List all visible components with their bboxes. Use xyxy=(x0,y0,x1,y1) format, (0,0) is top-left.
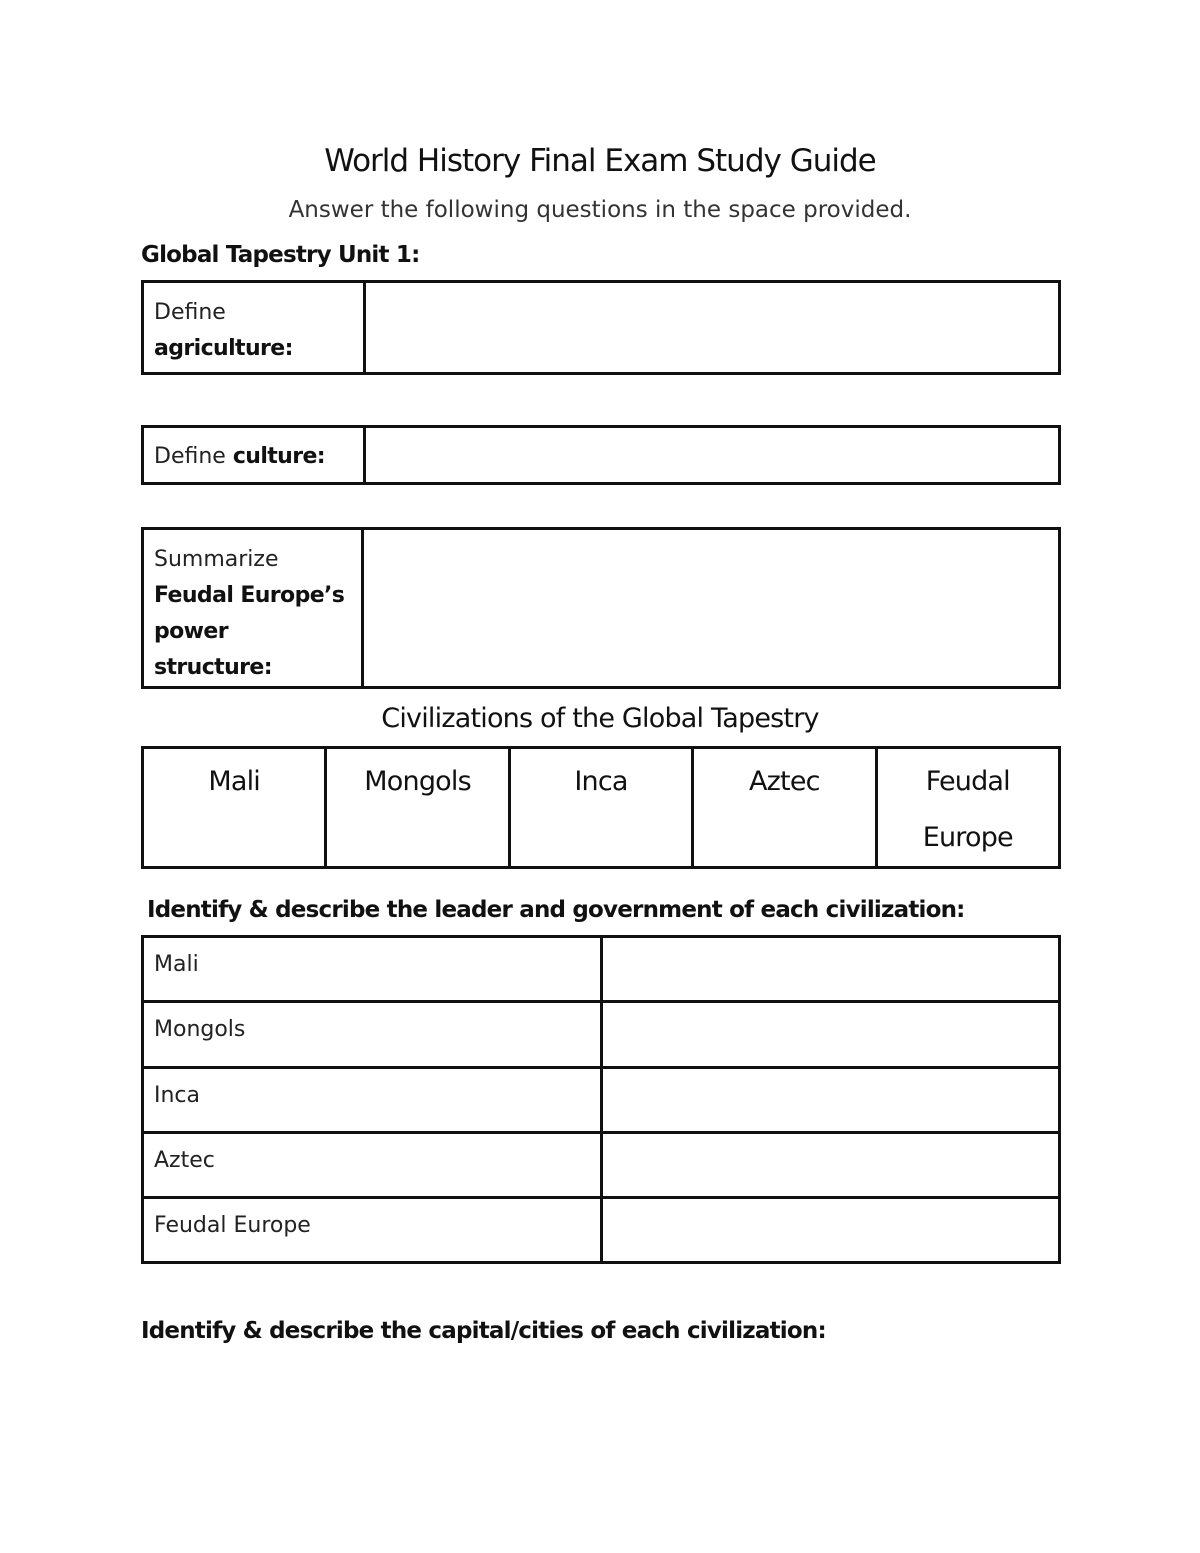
feudal-table xyxy=(141,527,1061,689)
feudal-term-line2: power structure: xyxy=(154,619,272,680)
unit1-heading: Global Tapestry Unit 1: xyxy=(141,242,420,268)
leader-row-label: Mali xyxy=(143,937,602,1002)
civilizations-heading: Civilizations of the Global Tapestry xyxy=(381,703,819,734)
civ-column-aztec: Aztec xyxy=(693,748,876,868)
culture-prompt xyxy=(143,427,365,484)
leader-answer-cell[interactable] xyxy=(601,1002,1060,1068)
civ-column-mongols: Mongols xyxy=(326,748,509,868)
culture-table xyxy=(141,425,1061,485)
feudal-term-line1: Feudal Europe’s xyxy=(154,583,345,608)
civ-column-feudal-europe: Feudal Europe xyxy=(876,748,1059,868)
culture-answer-cell[interactable] xyxy=(365,427,1060,484)
capitals-heading: Identify & describe the capital/cities of each civilization: xyxy=(141,1318,826,1344)
page-title: World History Final Exam Study Guide xyxy=(324,143,876,179)
table-row xyxy=(143,1068,1060,1133)
agriculture-answer-cell[interactable] xyxy=(365,282,1060,374)
feudal-answer-cell[interactable] xyxy=(363,529,1060,688)
table-row xyxy=(143,1002,1060,1068)
agriculture-term: agriculture: xyxy=(154,336,293,361)
leaders-table xyxy=(141,935,1061,1264)
feudal-prompt xyxy=(143,529,363,688)
leaders-heading: Identify & describe the leader and government of each civilization: xyxy=(147,897,965,923)
agriculture-table xyxy=(141,280,1061,375)
table-row xyxy=(143,1133,1060,1198)
instructions: Answer the following questions in the space provided. xyxy=(288,197,912,223)
leader-answer-cell[interactable] xyxy=(601,1198,1060,1263)
feudal-prefix: Summarize xyxy=(154,547,279,572)
agriculture-prefix: Define xyxy=(154,300,226,325)
leader-row-label: Aztec xyxy=(143,1133,602,1198)
civ-column-mali: Mali xyxy=(143,748,326,868)
leader-row-label: Mongols xyxy=(143,1002,602,1068)
leader-answer-cell[interactable] xyxy=(601,1068,1060,1133)
culture-prefix: Define xyxy=(154,444,226,469)
leader-row-label: Inca xyxy=(143,1068,602,1133)
culture-term: culture: xyxy=(232,444,326,469)
leader-row-label: Feudal Europe xyxy=(143,1198,602,1263)
leader-answer-cell[interactable] xyxy=(601,1133,1060,1198)
leader-answer-cell[interactable] xyxy=(601,937,1060,1002)
table-row xyxy=(143,1198,1060,1263)
civ-column-inca: Inca xyxy=(509,748,692,868)
table-row xyxy=(143,937,1060,1002)
civilizations-table xyxy=(141,746,1061,869)
agriculture-prompt xyxy=(143,282,365,374)
